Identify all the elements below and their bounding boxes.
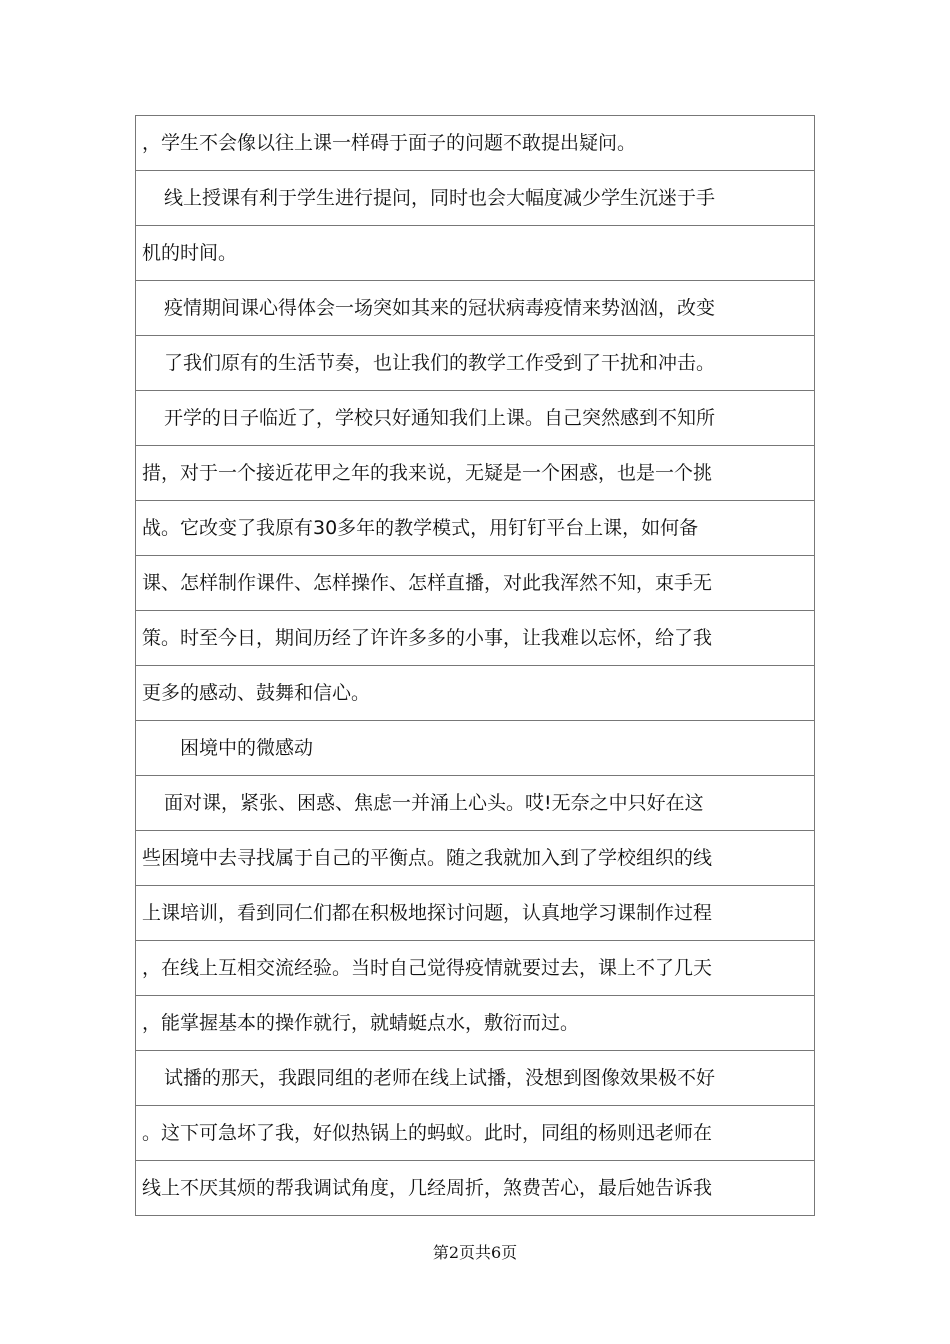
table-row bbox=[136, 501, 815, 556]
text-line: 试播的那天，我跟同组的老师在线上试播，没想到图像效果极不好 bbox=[136, 1051, 815, 1106]
text-line: 更多的感动、鼓舞和信心。 bbox=[136, 666, 815, 721]
text-line: 线上不厌其烦的帮我调试角度，几经周折，煞费苦心，最后她告诉我 bbox=[136, 1161, 815, 1216]
text-line: ，学生不会像以往上课一样碍于面子的问题不敢提出疑问。 bbox=[136, 116, 815, 171]
table-row bbox=[136, 886, 815, 941]
text-line: 开学的日子临近了，学校只好通知我们上课。自己突然感到不知所 bbox=[136, 391, 815, 446]
text-line: 面对课，紧张、困惑、焦虑一并涌上心头。哎!无奈之中只好在这 bbox=[136, 776, 815, 831]
text-line: 些困境中去寻找属于自己的平衡点。随之我就加入到了学校组织的线 bbox=[136, 831, 815, 886]
text-line: 机的时间。 bbox=[136, 226, 815, 281]
table-row bbox=[136, 941, 815, 996]
text-line: 课、怎样制作课件、怎样操作、怎样直播，对此我浑然不知，束手无 bbox=[136, 556, 815, 611]
table-row bbox=[136, 776, 815, 831]
table-row bbox=[136, 116, 815, 171]
text-line: 困境中的微感动 bbox=[136, 721, 815, 776]
table-row bbox=[136, 391, 815, 446]
table-row bbox=[136, 171, 815, 226]
text-line: 上课培训，看到同仁们都在积极地探讨问题，认真地学习课制作过程 bbox=[136, 886, 815, 941]
text-line: 疫情期间课心得体会一场突如其来的冠状病毒疫情来势汹汹，改变 bbox=[136, 281, 815, 336]
table-row bbox=[136, 611, 815, 666]
page-footer: 第2页共6页 bbox=[432, 1243, 518, 1262]
text-line: 措，对于一个接近花甲之年的我来说，无疑是一个困惑，也是一个挑 bbox=[136, 446, 815, 501]
table-row bbox=[136, 721, 815, 776]
text-line: 。这下可急坏了我，好似热锅上的蚂蚁。此时，同组的杨则迅老师在 bbox=[136, 1106, 815, 1161]
table-row bbox=[136, 336, 815, 391]
table-row bbox=[136, 996, 815, 1051]
text-line: 了我们原有的生活节奏，也让我们的教学工作受到了干扰和冲击。 bbox=[136, 336, 815, 391]
table-row bbox=[136, 281, 815, 336]
text-line: 战。它改变了我原有30多年的教学模式，用钉钉平台上课，如何备 bbox=[136, 501, 815, 556]
text-line: ，能掌握基本的操作就行，就蜻蜓点水，敷衍而过。 bbox=[136, 996, 815, 1051]
table-row bbox=[136, 1106, 815, 1161]
text-line: 线上授课有利于学生进行提问，同时也会大幅度减少学生沉迷于手 bbox=[136, 171, 815, 226]
table-row bbox=[136, 666, 815, 721]
table-row bbox=[136, 446, 815, 501]
table-row bbox=[136, 1051, 815, 1106]
table-row bbox=[136, 831, 815, 886]
document-table bbox=[135, 115, 815, 1216]
table-row bbox=[136, 226, 815, 281]
text-line: ，在线上互相交流经验。当时自己觉得疫情就要过去，课上不了几天 bbox=[136, 941, 815, 996]
table-row bbox=[136, 1161, 815, 1216]
table-row bbox=[136, 556, 815, 611]
text-line: 策。时至今日，期间历经了许许多多的小事，让我难以忘怀，给了我 bbox=[136, 611, 815, 666]
